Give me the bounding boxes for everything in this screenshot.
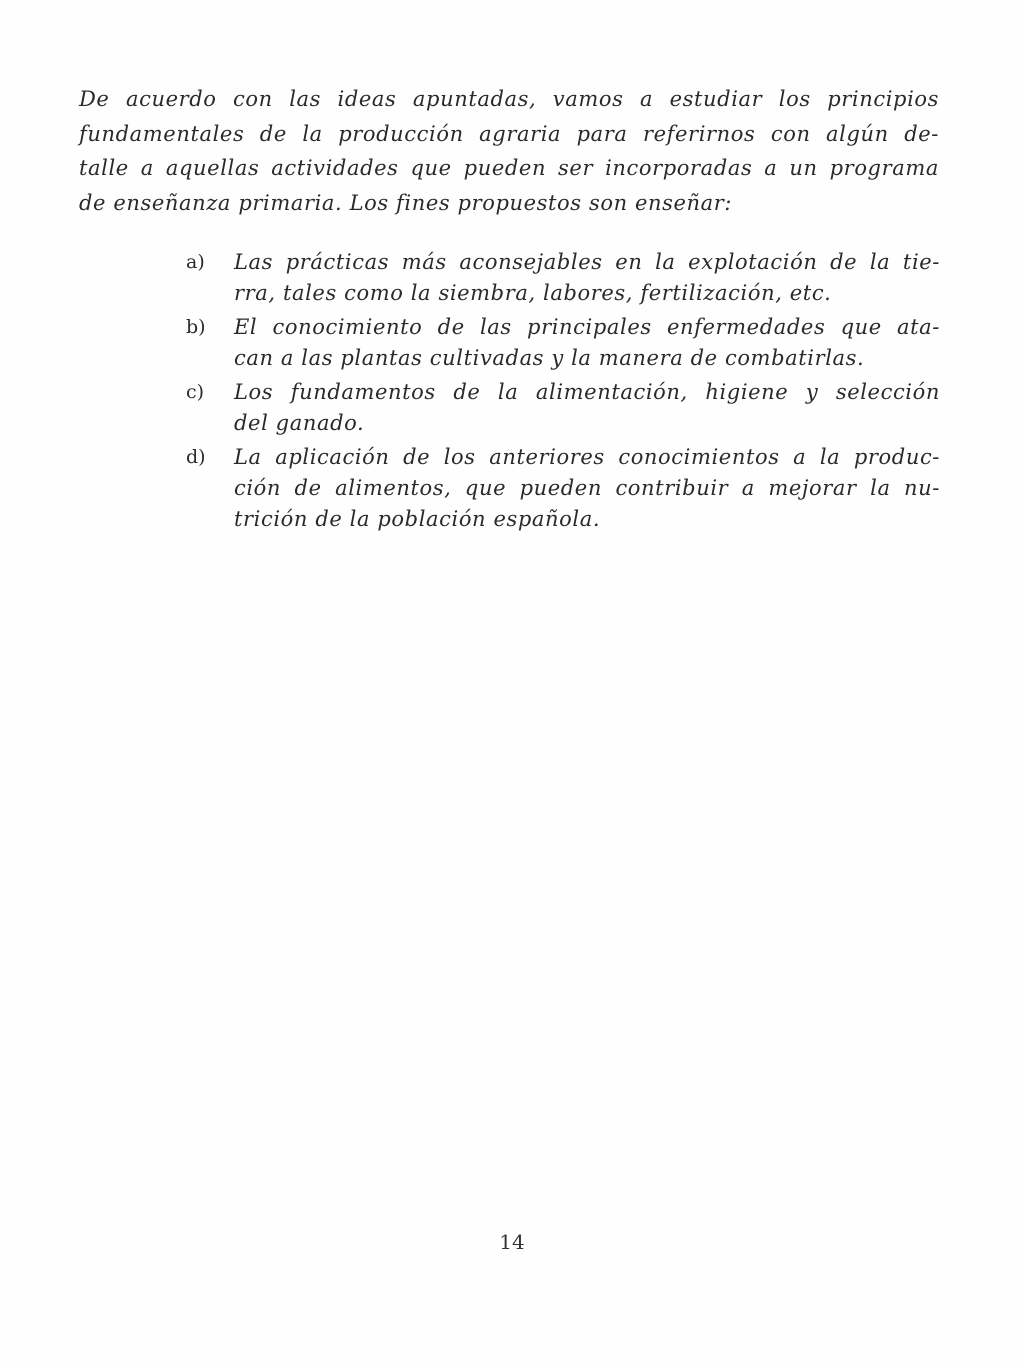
list-line: Los fundamentos de la alimentación, higiene y selección: [234, 380, 940, 404]
list-item-text: [234, 312, 940, 374]
list-line: ción de alimentos, que pueden contribuir a mejorar la nu-: [234, 476, 940, 500]
list-marker: b): [186, 316, 206, 338]
intro-line: talle a aquellas actividades que pueden ser incorporadas a un programa: [79, 156, 939, 180]
list-item-b: [186, 312, 946, 374]
list-line: can a las plantas cultivadas y la manera de combatirlas.: [234, 346, 865, 370]
page-number: 14: [499, 1230, 525, 1254]
list-item-text: [234, 442, 940, 535]
list-item-d: [186, 442, 946, 535]
list-line: La aplicación de los anteriores conocimientos a la produc-: [234, 445, 940, 469]
intro-line: fundamentales de la producción agraria para referirnos con algún de-: [79, 121, 939, 146]
list-item-c: [186, 377, 946, 439]
objectives-list: [186, 247, 946, 538]
list-item-a: [186, 247, 946, 309]
list-item-text: [234, 377, 940, 439]
list-marker: c): [186, 381, 205, 403]
list-marker: a): [186, 251, 205, 273]
list-line: Las prácticas más aconsejables en la explotación de la tie-: [234, 250, 940, 274]
list-line: rra, tales como la siembra, labores, fertilización, etc.: [234, 281, 832, 305]
list-marker: d): [186, 446, 206, 468]
intro-line: de enseñanza primaria. Los fines propuestos son enseñar:: [79, 190, 733, 215]
list-item-text: [234, 247, 940, 309]
list-line: El conocimiento de las principales enfermedades que ata-: [234, 315, 940, 339]
list-line: del ganado.: [234, 411, 365, 435]
list-line: trición de la población española.: [234, 507, 601, 531]
intro-paragraph: [79, 82, 939, 220]
intro-line: De acuerdo con las ideas apuntadas, vamos a estudiar los principios: [79, 87, 939, 111]
